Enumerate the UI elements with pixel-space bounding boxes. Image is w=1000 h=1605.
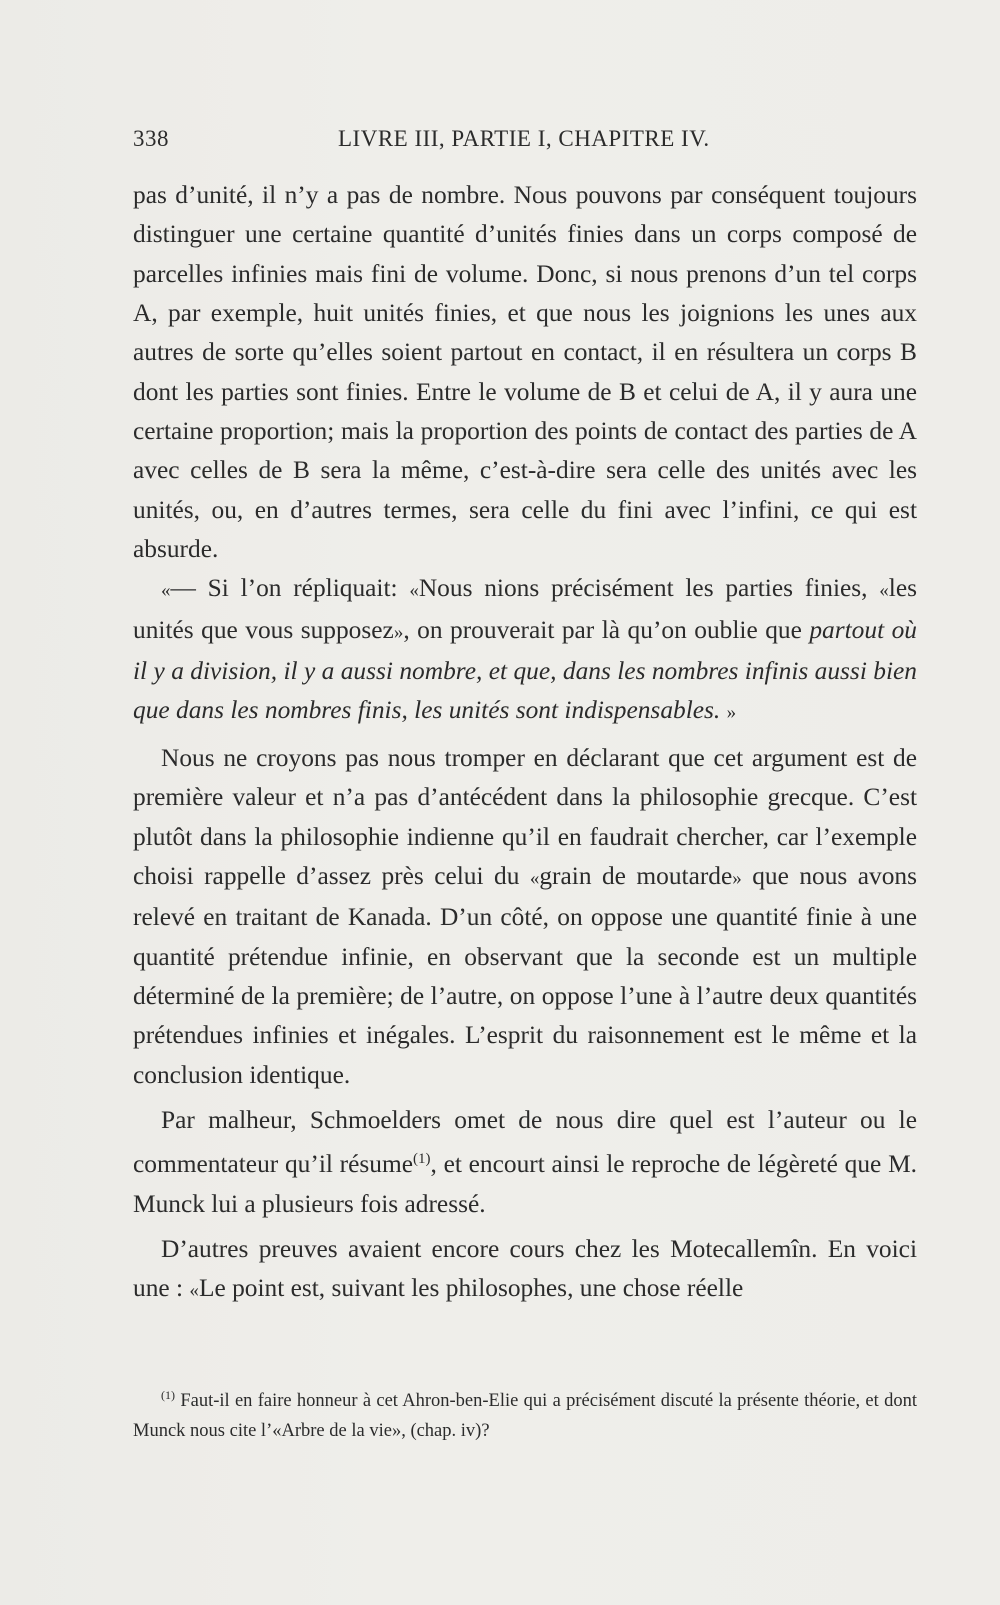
footnote <box>133 1380 917 1446</box>
footnote-mark: (1) <box>161 1388 175 1402</box>
page-header <box>133 126 715 156</box>
footnote-title: Arbre de la vie <box>281 1421 392 1441</box>
close-quote-mark: » <box>726 702 737 724</box>
paragraph-2-inner-text: Nous nions précisément les parties finies, <box>418 574 880 603</box>
footnote-reference[interactable]: (1) <box>413 1151 431 1168</box>
paragraph-2-italic: partout où il y a division, il y a aussi nombre, et que, dans les nombres infinis aussi bien que dans les nombres finis, les unités sont indispensables. <box>133 615 918 725</box>
paragraph-4 <box>133 1101 917 1224</box>
paragraph-3-text-b: que nous avons relevé en traitant de Kanada. D’un côté, on oppose une quantité finie à une quantité prétendue infinie, en observant que la seconde est un multiple déterminé de la première; de l’autre, on oppose l’une à l’autre deux quantités prétendues infinies et inégales. L’esprit du raisonnement est le même et la conclusion identique. <box>133 861 917 1089</box>
quote-open-mark: « <box>189 1280 199 1302</box>
footnote-text-a: Faut-il en faire honneur à cet Ahron-ben-Elie qui a précisément discuté la présente théorie, et dont Munck nous cite l’ <box>133 1391 917 1441</box>
paragraph-1-text: pas d’unité, il n’y a pas de nombre. Nous pouvons par conséquent toujours distinguer une certaine quantité d’unités finies dans un corps composé de parcelles infinies mais fini de volume. Donc, si nous prenons d’un tel corps A, par exemple, huit unités finies, et que nous les joignions les unes aux autres de sorte qu’elles soient partout en contact, il en résultera un corps B dont les parties sont finies. Entre le volume de B et celui de A, il y aura une certaine proportion; mais la proportion des points de contact des parties de A avec celles de B sera la même, c’est-à-dire sera celle des unités avec les unités, ou, en d’autres termes, sera celle du fini avec l’infini, ce qui est absurde. <box>133 181 917 564</box>
quote-open-mark: « <box>529 867 540 889</box>
inner-open-quote-mark: « <box>409 580 419 602</box>
footnote-quote-close: » <box>391 1421 402 1441</box>
quoted-phrase: grain de moutarde <box>539 861 733 890</box>
paragraph-4-text-b: , et encourt ainsi le reproche de légèreté que M. Munck lui a plusieurs fois adressé. <box>133 1150 917 1218</box>
paragraph-5 <box>133 1230 917 1311</box>
paragraph-4-text-a: Par malheur, Schmoelders omet de nous dire quel est l’auteur ou le commentateur qu’il résume <box>133 1105 917 1179</box>
paragraph-2-lead: — Si l’on répliquait: <box>170 574 410 603</box>
paragraph-3 <box>133 739 917 1095</box>
paragraph-1 <box>133 176 917 569</box>
paragraph-3-text-a: Nous ne croyons pas nous tromper en déclarant que cet argument est de première valeur et n’a pas d’antécédent dans la philosophie grecque. C’est plutôt dans la philosophie indienne qu’il en faudrait chercher, car l’exemple choisi rappelle d’assez près celui du <box>133 743 917 890</box>
inner-close-quote-mark: » <box>393 621 404 643</box>
open-quote-mark: « <box>161 580 171 602</box>
footnote-text-b: , (chap. iv)? <box>401 1421 490 1441</box>
paragraph-2-inner-text-2: les unités que vous supposez <box>133 574 917 644</box>
paragraph-2-middle: , on prouverait par là qu’on oublie que <box>403 615 810 644</box>
running-head: LIVRE III, PARTIE I, CHAPITRE IV. <box>338 126 710 151</box>
continued-quote-mark: « <box>879 580 889 602</box>
quote-close-mark: » <box>732 867 742 889</box>
paragraph-2 <box>133 569 917 732</box>
page-body <box>133 176 917 1311</box>
paragraph-5-text-b: Le point est, suivant les philosophes, une chose réelle <box>198 1274 744 1303</box>
page-number: 338 <box>133 126 169 151</box>
paragraph-5-text-a: D’autres preuves avaient encore cours chez les Motecallemîn. En voici une : <box>133 1234 917 1303</box>
footnote-quote-open: « <box>272 1421 282 1441</box>
